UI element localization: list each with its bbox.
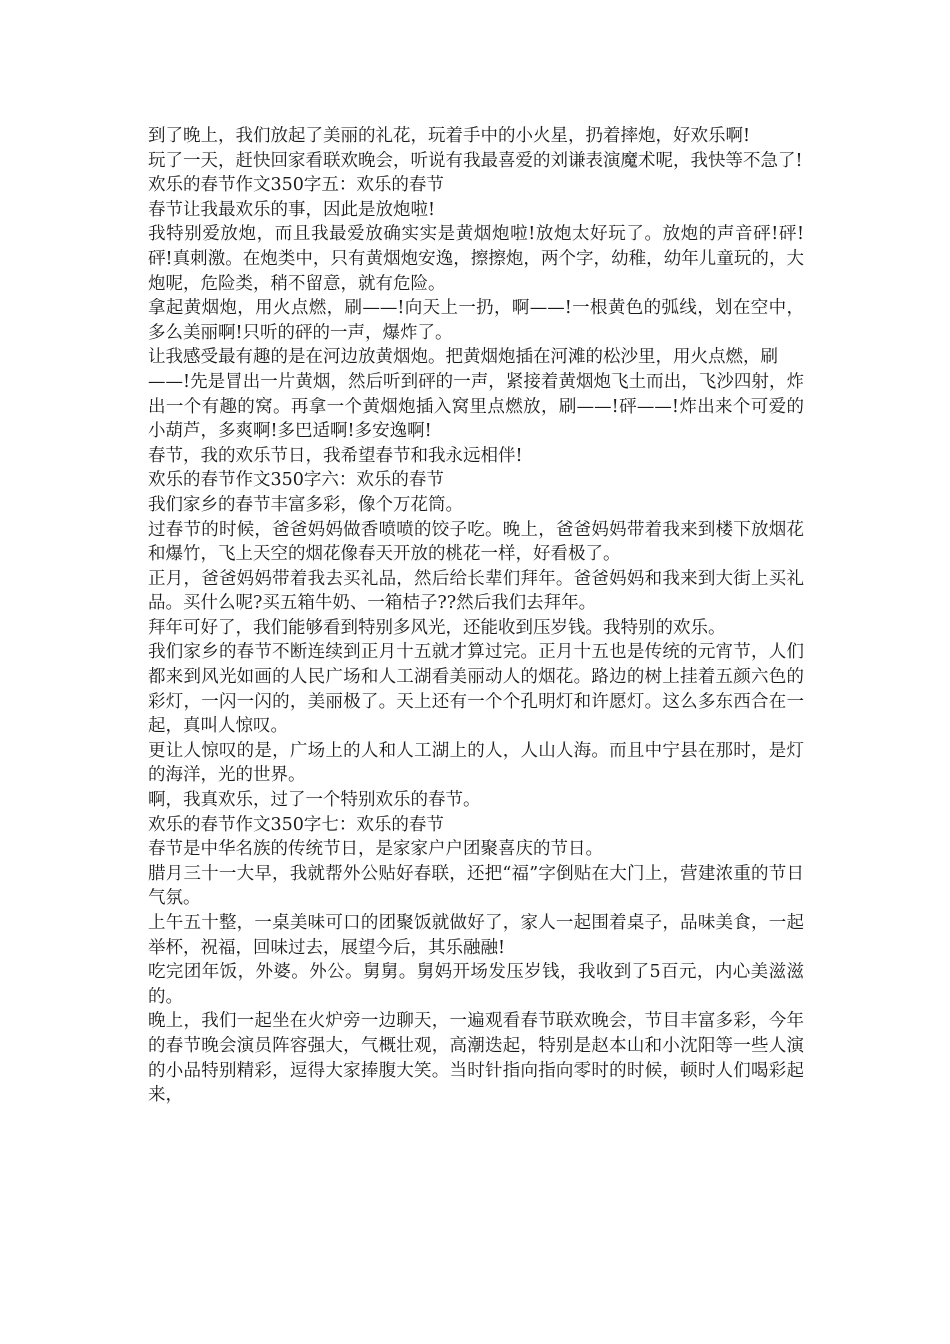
paragraph: ——!先是冒出一片黄烟，然后听到砰的一声，紧接着黄烟炮飞土而出，飞沙四射，炸出一个有趣的窝。再拿一个黄烟炮插入窝里点燃放，刷——!砰——!炸出来个可爱的小葫芦，多爽啊!多巴适啊!多安逸啊! [148,371,804,442]
paragraph: 春节是中华名族的传统节日，是家家户户团聚喜庆的节日。 [148,839,603,860]
paragraph: 晚上，我们一起坐在火炉旁一边聊天，一遍观看春节联欢晚会，节目丰富多彩，今年的春节晚会演员阵容强大，气概壮观，高潮迭起，特别是赵本山和小沈阳等一些人演的小品特别精彩，逗得大家捧腹大笑。当时针指向指向零时的时候，顿时人们喝彩起来， [148,1011,804,1106]
paragraph: 拜年可好了，我们能够看到特别多风光，还能收到压岁钱。我特别的欢乐。 [148,617,726,638]
paragraph: 过春节的时候，爸爸妈妈做香喷喷的饺子吃。晚上，爸爸妈妈带着我来到楼下放烟花和爆竹，飞上天空的烟花像春天开放的桃花一样，好看极了。 [148,519,804,565]
paragraph: 我们家乡的春节不断连续到正月十五就才算过完。正月十五也是传统的元宵节，人们都来到风光如画的人民广场和人工湖看美丽动人的烟花。路边的树上挂着五颜六色的彩灯，一闪一闪的，美丽极了。天上还有一个个孔明灯和许愿灯。这么多东西合在一起，真叫人惊叹。 [148,642,804,737]
paragraph: 更让人惊叹的是，广场上的人和人工湖上的人，人山人海。而且中宁县在那时，是灯的海洋，光的世界。 [148,740,804,786]
paragraph: 玩了一天，赶快回家看联欢晚会，听说有我最喜爱的刘谦表演魔术呢，我快等不急了! [148,150,803,171]
paragraph: 我们家乡的春节丰富多彩，像个万花筒。 [148,494,463,515]
section-heading: 欢乐的春节作文350字七：欢乐的春节 [148,814,444,835]
paragraph: 到了晚上，我们放起了美丽的礼花，玩着手中的小火星，扔着摔炮，好欢乐啊! [148,126,751,146]
paragraph: 吃完团年饭，外婆。外公。舅舅。舅妈开场发压岁钱，我收到了5百元，内心美滋滋的。 [148,962,804,1007]
paragraph: 正月，爸爸妈妈带着我去买礼品，然后给长辈们拜年。爸爸妈妈和我来到大街上买礼品。买什么呢?买五箱牛奶、一箱桔子??然后我们去拜年。 [148,568,804,614]
section-heading: 欢乐的春节作文350字六：欢乐的春节 [148,470,444,491]
paragraph: 我特别爱放炮，而且我最爱放确实实是黄烟炮啦!放炮太好玩了。放炮的声音砰!砰!砰!真刺激。在炮类中，只有黄烟炮安逸，擦擦炮，两个字，幼稚，幼年儿童玩的，大炮呢，危险类，稍不留意，就有危险。 [148,224,804,294]
paragraph: 让我感受最有趣的是在河边放黄烟炮。把黄烟炮插在河滩的松沙里，用火点燃，刷 [148,347,778,368]
section-heading: 欢乐的春节作文350字五：欢乐的春节 [148,175,444,196]
paragraph: 春节，我的欢乐节日，我希望春节和我永远相伴! [148,445,523,466]
paragraph: 拿起黄烟炮，用火点燃，刷——!向天上一扔，啊——!一根黄色的弧线，划在空中，多么美丽啊!只听的砰的一声，爆炸了。 [148,298,804,343]
paragraph: 春节让我最欢乐的事，因此是放炮啦! [148,199,436,220]
document-body [148,124,804,1108]
paragraph: 啊，我真欢乐，过了一个特别欢乐的春节。 [148,790,481,811]
paragraph: 上午五十整，一桌美味可口的团聚饭就做好了，家人一起围着桌子，品味美食，一起举杯，祝福，回味过去，展望今后，其乐融融! [148,913,804,958]
paragraph: 腊月三十一大早，我就帮外公贴好春联，还把“福”字倒贴在大门上，营建浓重的节日气氛。 [148,863,804,909]
